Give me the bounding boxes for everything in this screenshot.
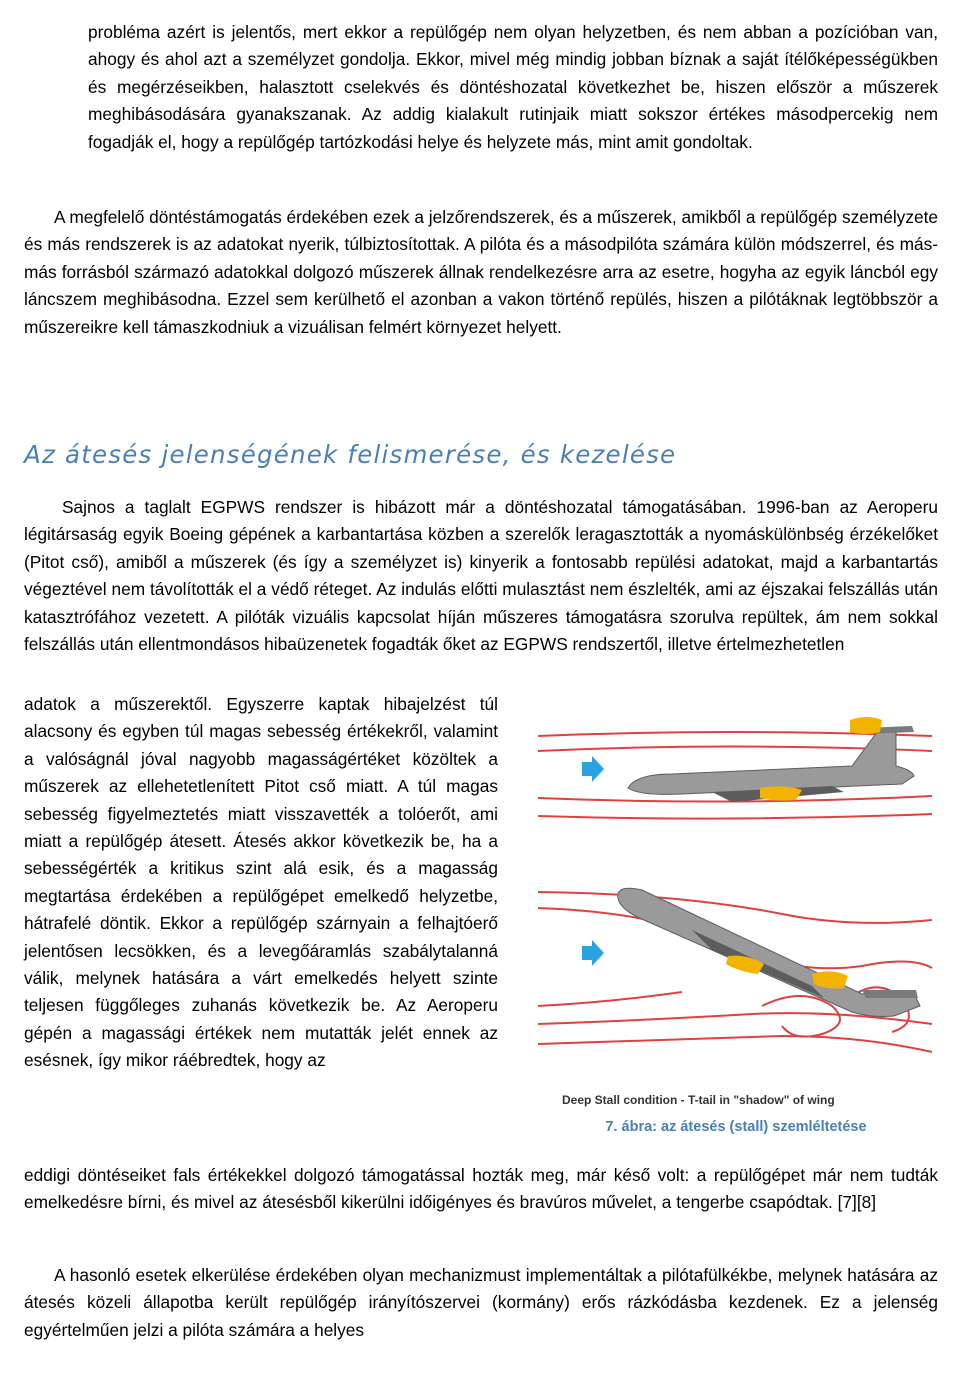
paragraph-intro: probléma azért is jelentős, mert ekkor a repülőgép nem olyan helyzetben, és nem abban a pozícióban van, ahogy és ahol azt a személyzet gondolja. Ekkor, mivel még mindig jobban bíznak a saját ítélőképességükben és megérzéseikben, halasztott cselekvés és döntéshozatal következhet be, hiszen először a műszerek meghibásodására gyanakszanak. Az addig kialakult rutinjaik miatt sokszor értékes másodpercekig nem fogadják el, hogy a repülőgép tartózkodási helye és helyzete más, mint amit gondoltak.: [88, 22, 938, 152]
stall-illustration: [532, 706, 940, 1116]
airflow-line: [538, 814, 932, 819]
airflow-line: [538, 992, 682, 1006]
engine-icon: [850, 717, 882, 734]
paragraph-egpws-end: eddigi döntéseiket fals értékekkel dolgozó támogatással hozták meg, már késő volt: a repülőgépet már nem tudták emelkedésre bírni, és mivel az átesésből kikerülni időigényes és bravúros művelet, a tengerbe csapódtak. [7][8]: [24, 1165, 938, 1213]
section-heading: Az átesés jelenségének felismerése, és kezelése: [24, 440, 677, 469]
airflow-line: [762, 996, 840, 1037]
deep-stall-diagram: [538, 888, 932, 1107]
stall-figure: [532, 706, 940, 1146]
paragraph-decision-support: A megfelelő döntéstámogatás érdekében ezek a jelzőrendszerek, és a műszerek, amikből a repülőgép személyzete és más rendszerek is az adatokat nyerik, túlbiztosítottak. A pilóta és a másodpilóta számára külön módszerrel, és más-más forrásból származó adatokkal dolgozó műszerek állnak rendelkezésre arra az esetre, hogyha az egyik láncból egy láncszem meghibásodna. Ezzel sem kerülhető el azonban a vakon történő repülés, hiszen a pilótáknak legtöbbször a műszereikre kell támaszkodniuk a vizuálisan felmért környezet helyett.: [24, 207, 938, 337]
fuselage: [628, 728, 914, 794]
normal-flight-diagram: [538, 717, 932, 819]
paragraph-egpws: Sajnos a taglalt EGPWS rendszer is hibázott már a döntéshozatal támogatásában. 1996-ban az Aeroperu légitársaság egyik Boeing gépének a karbantartása közben a szerelők leragasztották a nyomáskülönbség érzékelőket (Pitot cső), amiből a műszerek (és így a személyzet is) kinyerik a fontosabb repülési adatokat, majd a karbantartás végeztével nem távolították el a védő réteget. Az indulás előtti mulasztást nem észlelték, ami az éjszakai felszállás után katasztrófához vezetett. A pilóták vizuális kapcsolat híján műszeres támogatásra szorulva repültek, ám nem sokkal felszállás után ellentmondásos hibaüzenetek fogadták őket az EGPWS rendszertől, illetve értelmezhetetlen: [24, 497, 938, 655]
airflow-line: [538, 1036, 932, 1052]
figure-caption: 7. ábra: az átesés (stall) szemléltetése: [605, 1119, 867, 1135]
airflow-line: [538, 892, 932, 923]
airflow-arrow-icon: [582, 940, 604, 966]
paragraph-stick-shaker: A hasonló esetek elkerülése érdekében olyan mechanizmust implementáltak a pilótafülkékbe, melynek hatására az átesés közeli állapotba került repülőgép irányítószervei (kormány) erős rázkódásba kezdenek. Ez a jelenség egyértelműen jelzi a pilóta számára a helyes: [24, 1265, 938, 1340]
airflow-arrow-icon: [582, 756, 604, 782]
figure-image-label: Deep Stall condition - T-tail in "shadow" of wing: [562, 1093, 835, 1107]
tail-top: [862, 990, 918, 998]
paragraph-egpws-wrap: adatok a műszerektől. Egyszerre kaptak hibajelzést túl alacsony és egyben túl magas sebesség értékekről, valamint a valóságnál jóval nagyobb magasságértéket közöltek a műszerek az ellehetetlenített Pitot cső miatt. A túl magas sebesség figyelmeztetés miatt visszavették a tolóerőt, ami miatt a repülőgép átesett. Átesés akkor következik be, ha a sebességérték a kritikus szint alá esik, és a magasság megtartása érdekében a repülőgépet emelkedő helyzetbe, hátrafelé döntik. Ekkor a repülőgép szárnyain a felhajtóerő jelentősen lecsökken, és a levegőáramlás szabálytalanná válik, melynek hatására a várt emelkedés helyett szinte teljesen függőleges zuhanás következik be. Az Aeroperu gépén a magassági értékek nem mutatták jelét ennek az esésnek, így mikor ráébredtek, hogy az: [24, 694, 498, 1071]
engine-icon: [760, 786, 802, 800]
